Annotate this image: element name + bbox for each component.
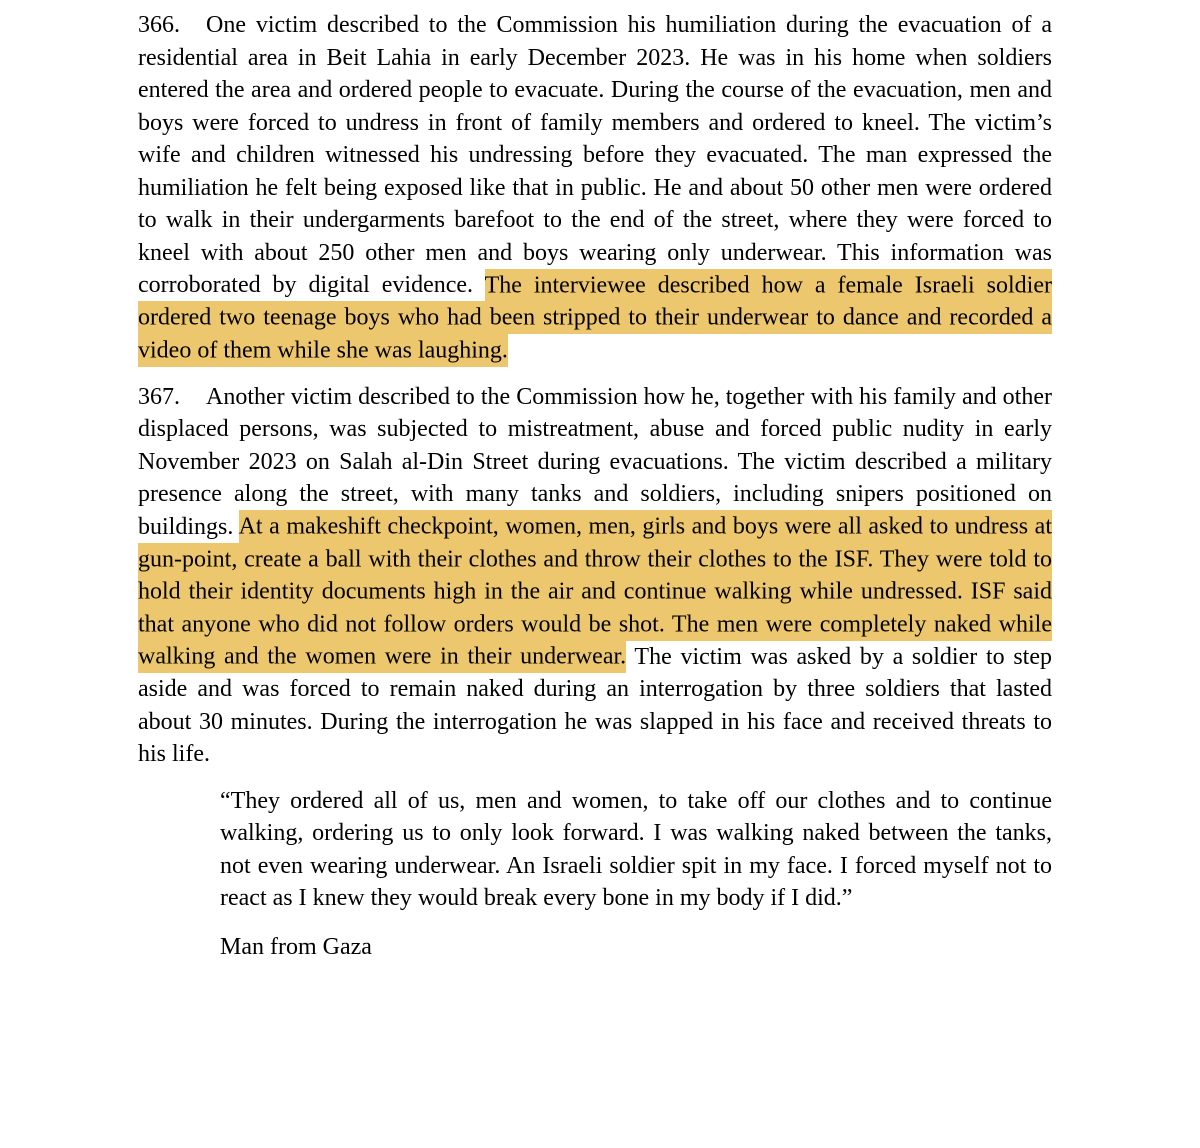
highlighted-text: The interviewee described how a female Israeli soldier ordered two teenage boys who had been stripped to their underwear to dance and recorded a video of them while she was laughing. — [138, 269, 1052, 367]
paragraph-number: 367. — [138, 383, 180, 410]
quote-text: “They ordered all of us, men and women, to take off our clothes and to continue walking, ordering us to only look forward. I was walking naked between the tanks, not even wearing underwear. An Israeli soldier spit in my face. I forced myself not to react as I knew they would break every bone in my body if I did.” — [220, 787, 1052, 911]
paragraph-366 — [138, 9, 1052, 367]
paragraph-text: The victim was asked by a soldier to step aside and was forced to remain naked during an interrogation by three soldiers that lasted about 30 minutes. During the interrogation he was slapped in his face and received threats to his life. — [138, 643, 1052, 767]
paragraph-number: 366. — [138, 12, 180, 38]
paragraph-text: One victim described to the Commission his humiliation during the evacuation of a residential area in Beit Lahia in early December 2023. He was in his home when soldiers entered the area and ordered people to evacuate. During the course of the evacuation, men and boys were forced to undress in front of family members and ordered to kneel. The victim’s wife and children witnessed his undressing before they evacuated. The man expressed the humiliation he felt being exposed like that in public. He and about 50 other men were ordered to walk in their undergarments barefoot to the end of the street, where they were forced to kneel with about 250 other men and boys wearing only underwear. This information was corroborated by digital evidence. — [138, 12, 1052, 298]
paragraph-text: Another victim described to the Commission how he, together with his family and other displaced persons, was subjected to mistreatment, abuse and forced public nudity in early November 2023 on Salah al-Din Street during evacuations. The victim described a military presence along the street, with many tanks and soldiers, including snipers positioned on buildings. — [138, 383, 1052, 540]
paragraph-367 — [138, 381, 1052, 771]
highlighted-text: At a makeshift checkpoint, women, men, girls and boys were all asked to undress at gun-point, create a ball with their clothes and throw their clothes to the ISF. They were told to hold their identity documents high in the air and continue walking while undressed. ISF said that anyone who did not follow orders would be shot. The men were completely naked while walking and the women were in their underwear. — [138, 510, 1052, 673]
quote-attribution: Man from Gaza — [220, 933, 372, 960]
block-quote — [220, 785, 1052, 915]
